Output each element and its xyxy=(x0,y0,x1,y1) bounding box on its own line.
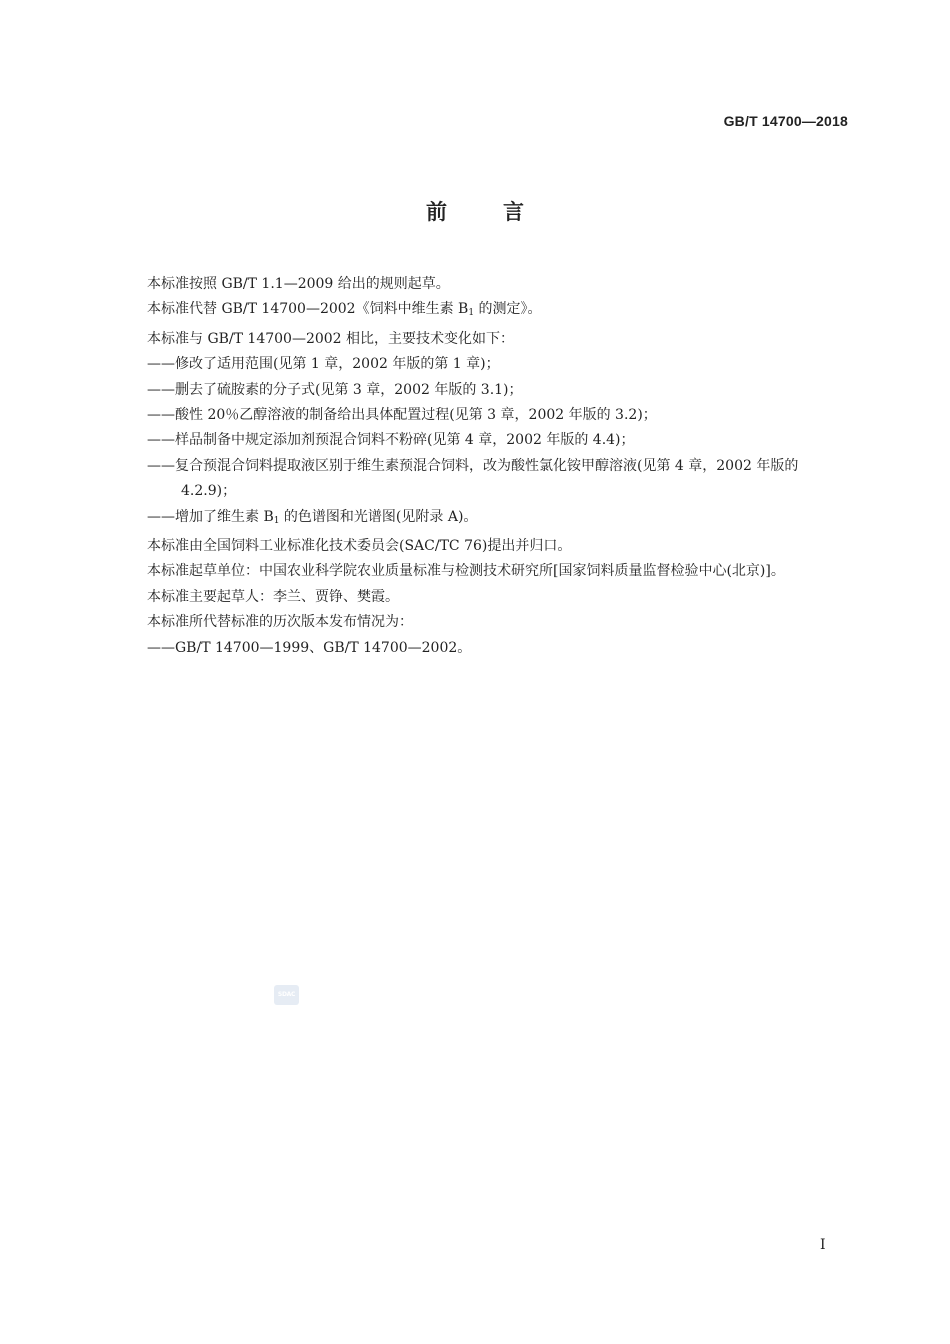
paragraph-changes-intro: 本标准与 GB/T 14700—2002 相比，主要技术变化如下： xyxy=(147,330,515,347)
change-item: ——删去了硫胺素的分子式(见第 3 章，2002 年版的 3.1)； xyxy=(147,381,523,398)
change-item: ——样品制备中规定添加剂预混合饲料不粉碎(见第 4 章，2002 年版的 4.4)； xyxy=(147,432,635,449)
document-body xyxy=(113,272,850,661)
page-number: I xyxy=(820,1237,826,1253)
change-item: ——复合预混合饲料提取液区别于维生素预混合饲料，改为酸性氯化铵甲醇溶液(见第 4 章，2002 年版的 4.2.9)； xyxy=(147,457,799,500)
paragraph-replaces: 本标准代替 GB/T 14700—2002《饲料中维生素 $B_1$ 的测定》。 xyxy=(147,301,542,319)
change-item: ——酸性 20％乙醇溶液的制备给出具体配置过程(见第 3 章，2002 年版的 3.2)； xyxy=(147,407,657,424)
paragraph-drafters: 本标准主要起草人：李兰、贾铮、樊霞。 xyxy=(147,588,399,605)
history-item: ——GB/T 14700—1999、GB/T 14700—2002。 xyxy=(147,639,472,656)
change-item: ——增加了维生素 $B_1$ 的色谱图和光谱图(见附录 A)。 xyxy=(147,508,478,526)
change-item: ——修改了适用范围(见第 1 章，2002 年版的第 1 章)； xyxy=(147,356,500,373)
paragraph-drafting-rules: 本标准按照 GB/T 1.1—2009 给出的规则起草。 xyxy=(147,276,450,292)
paragraph-history-intro: 本标准所代替标准的历次版本发布情况为： xyxy=(147,614,413,631)
standard-code: GB/T 14700—2018 xyxy=(723,113,848,129)
page-title: 前言 xyxy=(426,200,580,224)
paragraph-committee: 本标准由全国饲料工业标准化技术委员会(SAC/TC 76)提出并归口。 xyxy=(147,538,572,555)
watermark-logo: SDAC xyxy=(274,985,299,1005)
paragraph-drafting-unit: 本标准起草单位：中国农业科学院农业质量标准与检测技术研究所[国家饲料质量监督检验中心(北京)]。 xyxy=(147,563,785,580)
